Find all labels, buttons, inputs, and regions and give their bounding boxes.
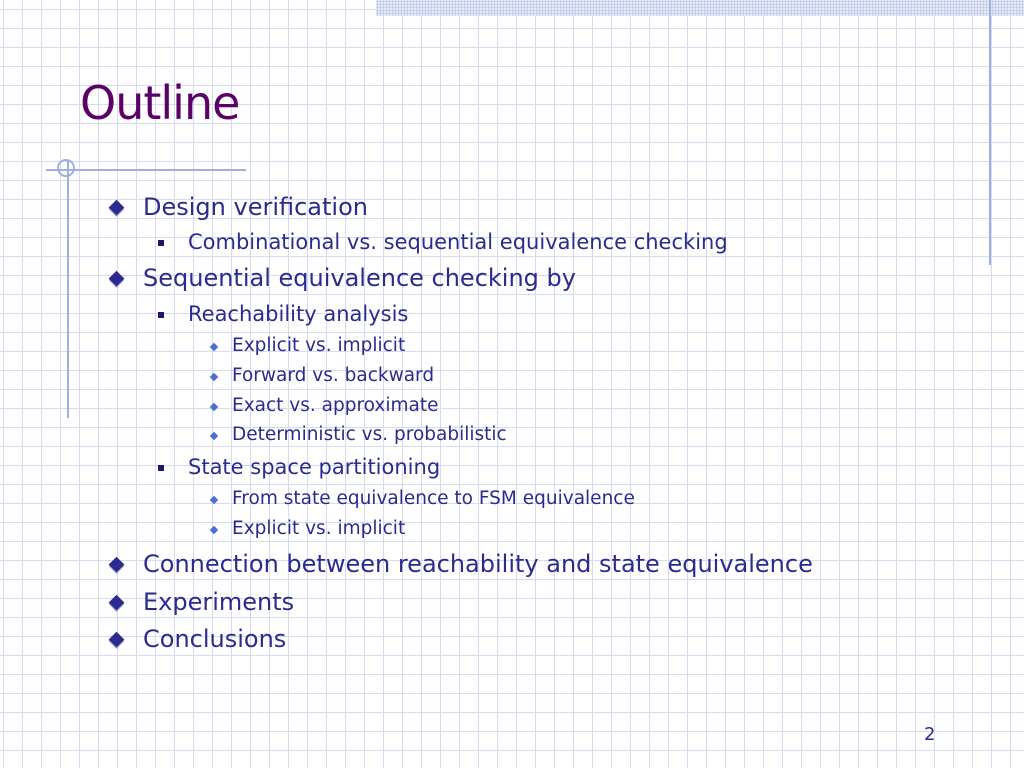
page-number: 2 <box>924 724 936 745</box>
small-diamond-bullet-icon <box>210 526 218 534</box>
decorative-vertical-line-left <box>67 160 69 418</box>
decorative-circle <box>57 159 75 177</box>
list-item: Design verification <box>143 193 368 221</box>
list-item: Explicit vs. implicit <box>232 335 406 356</box>
square-bullet-icon <box>158 465 164 471</box>
decorative-vertical-line-right <box>989 0 991 265</box>
list-item: Reachability analysis <box>188 302 409 326</box>
list-item: Forward vs. backward <box>232 365 435 386</box>
square-bullet-icon <box>158 240 164 246</box>
diamond-bullet-icon <box>109 200 125 216</box>
list-item: Combinational vs. sequential equivalence checking <box>188 230 728 254</box>
list-item: Conclusions <box>143 625 287 653</box>
list-item: Connection between reachability and state equivalence <box>143 550 813 578</box>
small-diamond-bullet-icon <box>210 373 218 381</box>
list-item: Sequential equivalence checking by <box>143 264 576 292</box>
small-diamond-bullet-icon <box>210 403 218 411</box>
list-item: Deterministic vs. probabilistic <box>232 424 507 445</box>
small-diamond-bullet-icon <box>210 343 218 351</box>
list-item: State space partitioning <box>188 455 441 479</box>
decorative-horizontal-line <box>46 169 246 171</box>
list-item: Explicit vs. implicit <box>232 518 406 539</box>
list-item: Exact vs. approximate <box>232 395 439 416</box>
diamond-bullet-icon <box>109 557 125 573</box>
diamond-bullet-icon <box>109 271 125 287</box>
slide-title: Outline <box>80 76 240 130</box>
small-diamond-bullet-icon <box>210 432 218 440</box>
diamond-bullet-icon <box>109 632 125 648</box>
small-diamond-bullet-icon <box>210 496 218 504</box>
list-item: From state equivalence to FSM equivalence <box>232 488 635 509</box>
square-bullet-icon <box>158 312 164 318</box>
top-pattern-band <box>376 0 1024 16</box>
list-item: Experiments <box>143 588 295 616</box>
diamond-bullet-icon <box>109 595 125 611</box>
